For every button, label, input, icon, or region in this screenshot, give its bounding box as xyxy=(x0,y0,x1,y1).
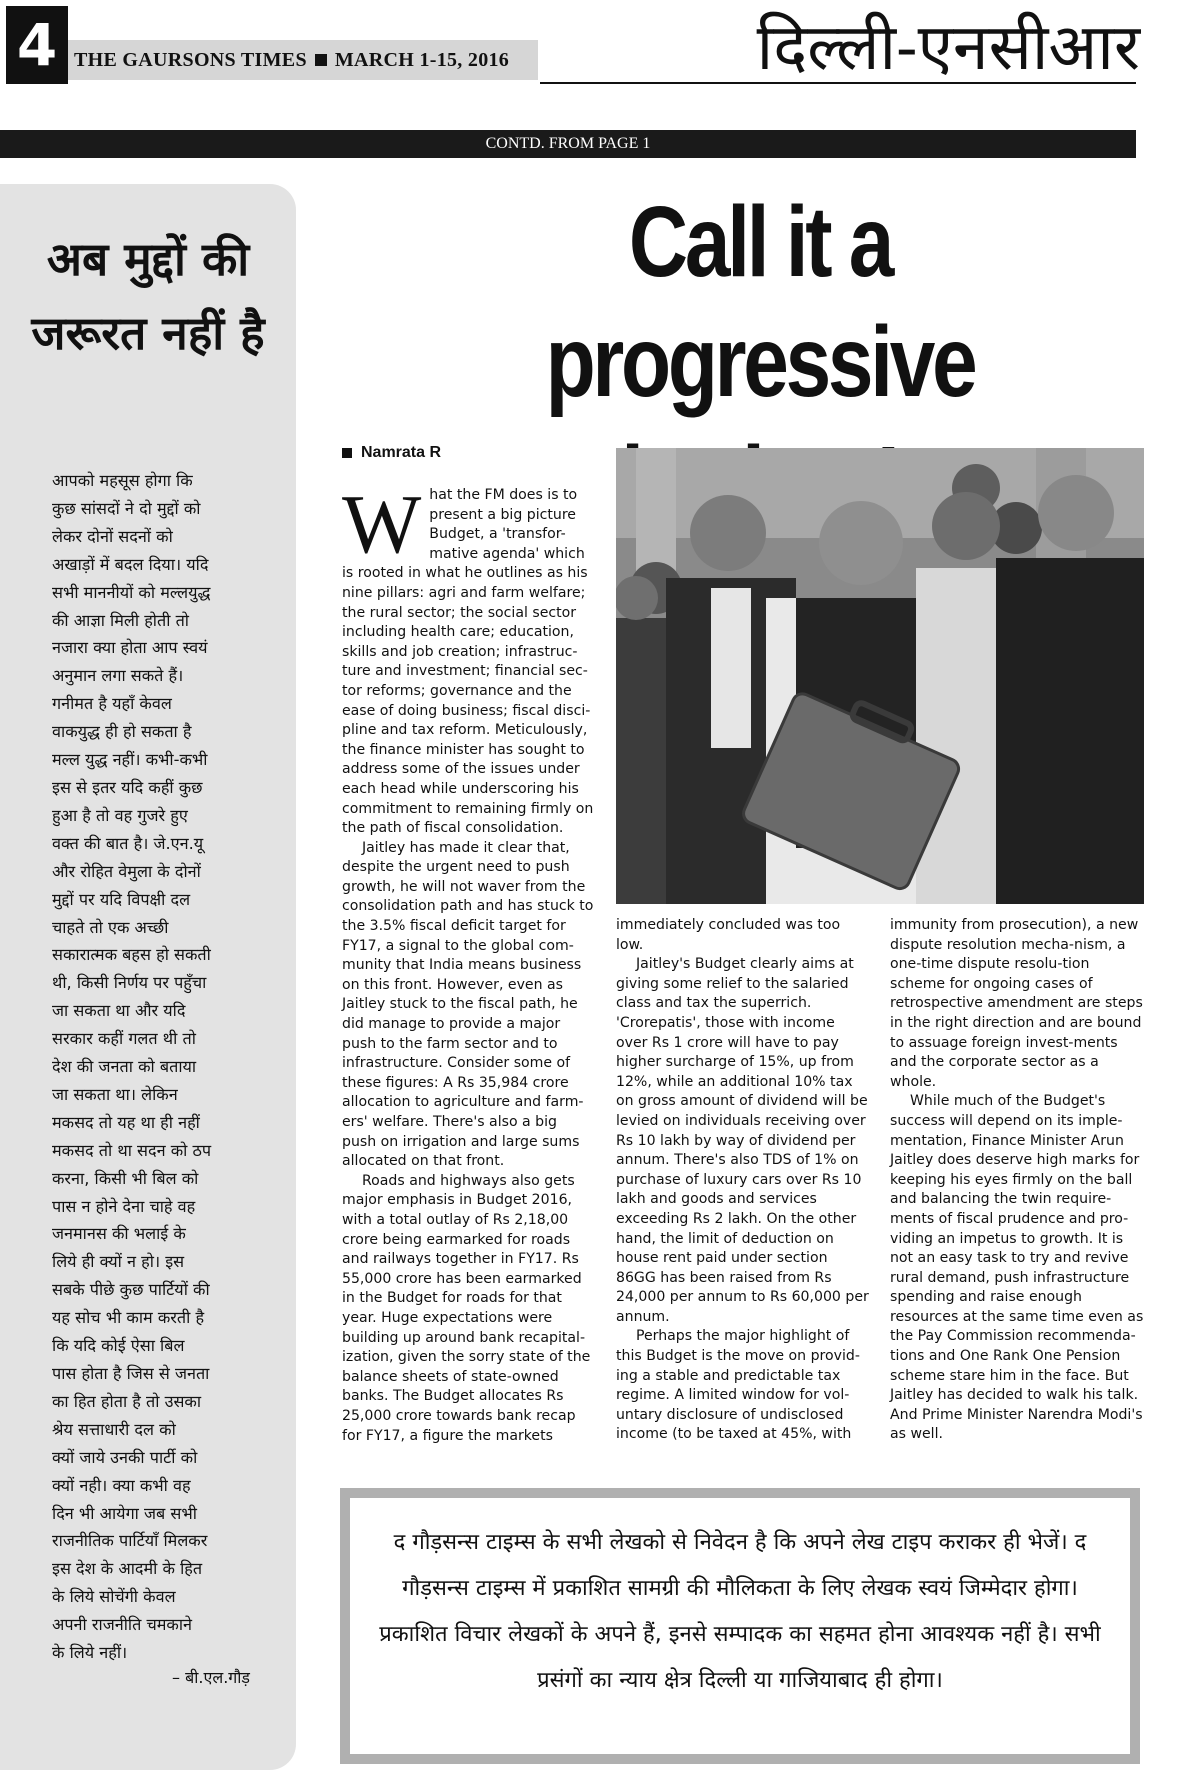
paragraph: Jaitley has made it clear that, despite the urgent need to push growth, he will not waver from the consolidation path and has stuck to the 3.5% fiscal deficit target for FY17, a signal to the global com-munity that India means business on this front. However, even as Jaitley stuck to the fiscal path, he did manage to provide a major push to the farm sector and to infrastructure. Consider some of these figures: A Rs 35,984 crore allocation to agriculture and farm-ers' welfare. There's also a big push on irrigation and large sums allocated on that front. xyxy=(342,839,594,1170)
headline-line-2: progressive xyxy=(545,306,975,418)
paragraph: immediately concluded was too low. xyxy=(616,917,841,953)
continued-banner: CONTD. FROM PAGE 1 xyxy=(0,130,1136,158)
byline xyxy=(342,444,441,462)
paragraph: immunity from prosecution), a new dispute resolution mecha-nism, a one-time dispute resolu-tion scheme for ongoing cases of retrospective amendment are steps in the right direction and are bound to assuage foreign invest-ments and the corporate sector as a whole. xyxy=(890,917,1143,1090)
paragraph: While much of the Budget's success will depend on its imple-mentation, Finance Minister Arun Jaitley does deserve high marks for keeping his eyes firmly on the ball and balancing the twin require-ments of fiscal prudence and pro-viding an impetus to growth. It is not an easy task to try and revive rural demand, push infrastructure spending and raise enough resources at the same time even as the Pay Commission recommenda-tions and One Rank One Pension scheme stare him in the face. But Jaitley has decided to walk his talk. And Prime Minister Narendra Modi's as well. xyxy=(890,1093,1144,1443)
byline-author: Namrata R xyxy=(361,444,442,461)
square-bullet-icon xyxy=(315,54,327,66)
drop-cap: W xyxy=(342,478,422,571)
paragraph: Jaitley's Budget clearly aims at giving some relief to the salaried class and tax the superrich. 'Crorepatis', those with income over Rs 1 crore will have to pay higher surcharge of 15%, up from 12%, while an additional 10% tax on gross amount of dividend will be levied on individuals receiving over Rs 10 lakh by way of dividend per annum. There's also TDS of 1% on purchase of luxury cars over Rs 10 lakh and goods and services exceeding Rs 2 lakh. On the other hand, the limit of deduction on house rent paid under section 86GG has been raised from Rs 24,000 per annum to Rs 60,000 per annum. xyxy=(616,956,869,1325)
masthead-bar xyxy=(68,40,538,80)
paragraph: Roads and highways also gets major emphasis in Budget 2016, with a total outlay of Rs 2,18,00 crore being earmarked for roads and railways together in FY17. Rs 55,000 crore has been earmarked in the Budget for roads for that year. Huge expectations were building up around bank recapital-ization, given the sorry state of the balance sheets of state-owned banks. The Budget allocates Rs 25,000 crore towards bank recap for FY17, a figure the markets xyxy=(342,1172,591,1444)
square-bullet-icon xyxy=(342,448,352,458)
page-number: 4 xyxy=(6,6,68,84)
publication-name: THE GAURSONS TIMES xyxy=(74,48,307,71)
headline-line-1: Call it a xyxy=(628,186,892,298)
article-column-3 xyxy=(890,916,1146,1445)
sidebar-title: अब मुद्दों की जरूरत नहीं है xyxy=(31,232,265,360)
paragraph: Perhaps the major highlight of this Budget is the move on provid-ing a stable and predictable tax regime. A limited window for vol-untary disclosure of undisclosed income (to be taxed at 45%, with xyxy=(616,1328,860,1443)
paragraph-text: hat the FM does is to present a big picture Budget, a 'transfor-mative agenda' which is rooted in what he outlines as his nine pillars: agri and farm welfare; the rural sector; the social sector including health care; education, skills and job creation; infrastruc-ture and investment; financial sec-tor reforms; governance and the ease of doing business; fiscal disci-pline and tax reform. Meticulously, the finance minister has sought to address some of the issues under each head while underscoring his commitment to remaining firmly on the path of fiscal consolidation. xyxy=(342,487,594,837)
issue-date: MARCH 1-15, 2016 xyxy=(334,48,510,71)
notice-text: द गौड़सन्स टाइम्स के सभी लेखको से निवेदन है कि अपने लेख टाइप कराकर ही भेजें। द गौड़सन्स टाइम्स में प्रकाशित सामग्री की मौलिकता के लिए लेखक स्वयं जिम्मेदार होगा। प्रकाशित विचार लेखकों के अपने हैं, इनसे सम्पादक का सहमत होना आवश्यक नहीं है। सभी प्रसंगों का न्याय क्षेत्र दिल्ली या गाजियाबाद ही होगा। xyxy=(379,1530,1101,1693)
budget-photo xyxy=(616,448,1144,904)
sidebar-body: आपको महसूस होगा कि कुछ सांसदों ने दो मुद्दों को लेकर दोनों सदनों को अखाड़ों में बदल दिया। यदि सभी माननीयों को मल्लयुद्ध की आज्ञा मिली होती तो नजारा क्या होता आप स्वयं अनुमान लगा सकते हैं। गनीमत है यहाँ केवल वाकयुद्ध ही हो सकता है मल्ल युद्ध नहीं। कभी-कभी इस से इतर यदि कहीं कुछ हुआ है तो वह गुजरे हुए वक्त की बात है। जे.एन.यू और रोहित वेमुला के दोनों मुद्दों पर यदि विपक्षी दल चाहते तो एक अच्छी सकारात्मक बहस हो सकती थी, किसी निर्णय पर पहुँचा जा सकता था और यदि सरकार कहीं गलत थी तो देश की जनता को बताया जा सकता था। लेकिन मकसद तो यह था ही नहीं मकसद तो था सदन को ठप करना, किसी भी बिल को पास न होने देना चाहे वह जनमानस की भलाई के लिये ही क्यों न हो। इस सबके पीछे कुछ पार्टियों की यह सोच भी काम करती है कि यदि कोई ऐसा बिल पास होता है जिस से जनता का हित होता है तो उसका श्रेय सत्ताधारी दल को क्यों जाये उनकी पार्टी को क्यों नही। क्या कभी वह दिन भी आयेगा जब सभी राजनीतिक पार्टियाँ मिलकर इस देश के आदमी के हित के लिये सोचेंगी केवल अपनी राजनीति चमकाने के लिये नहीं। xyxy=(52,471,212,1663)
article-column-2 xyxy=(616,916,870,1445)
paragraph xyxy=(342,478,594,839)
sidebar-signature: – बी.एल.गौड़ xyxy=(172,1668,250,1687)
section-title: दिल्ली-एनसीआर xyxy=(756,11,1140,85)
article-column-1 xyxy=(342,478,594,1446)
